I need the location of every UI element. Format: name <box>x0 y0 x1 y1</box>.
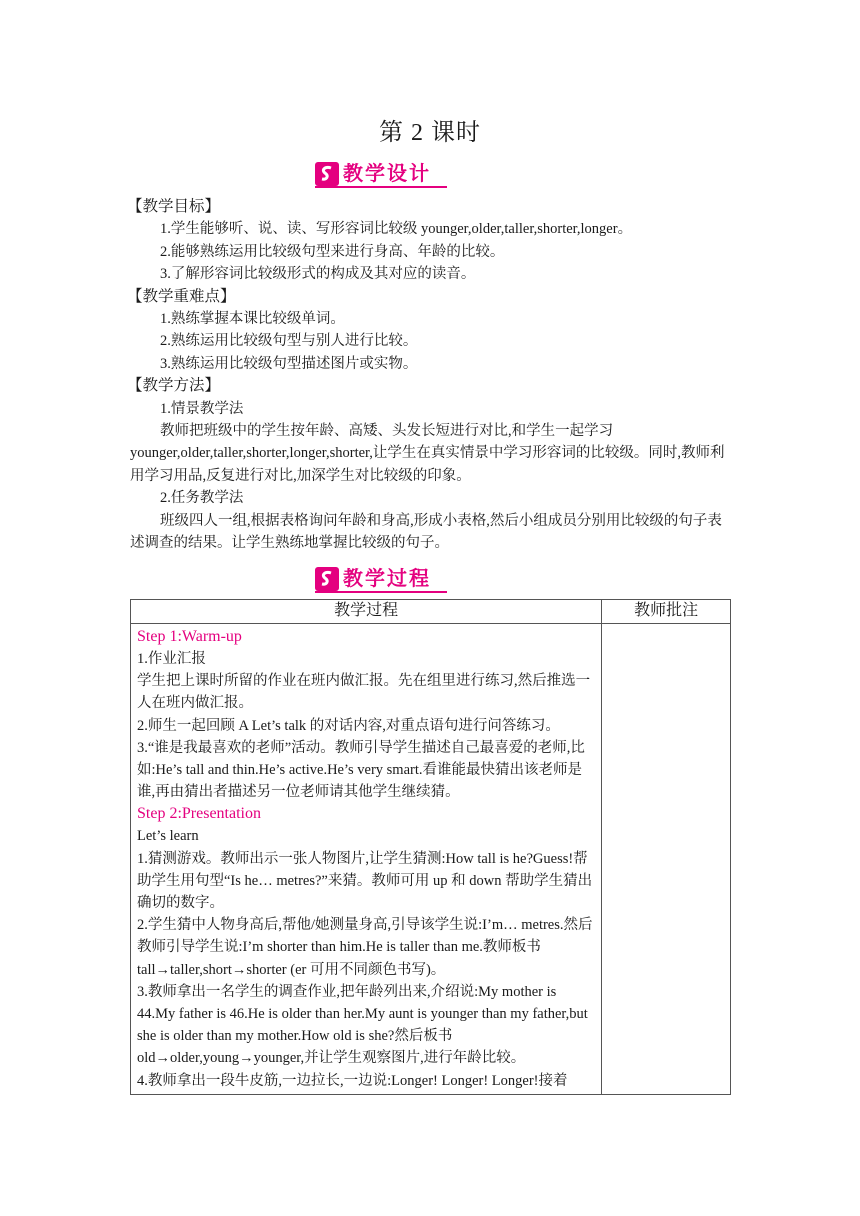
table-header-row <box>131 600 731 624</box>
banner-underline <box>315 591 447 593</box>
objective-item: 3.了解形容词比较级形式的构成及其对应的读音。 <box>160 266 476 283</box>
key-point-item: 1.熟练掌握本课比较级单词。 <box>160 311 345 328</box>
process-line: 学生把上课时所留的作业在班内做汇报。先在组里进行练习,然后推选一人在班内做汇报。 <box>137 673 591 712</box>
banner-underline <box>315 186 447 188</box>
process-line: 2.师生一起回顾 A Let’s talk 的对话内容,对重点语句进行问答练习。 <box>137 717 560 734</box>
method-title: 2.任务教学法 <box>160 490 244 507</box>
process-line: 1.作业汇报 <box>137 651 206 667</box>
banner-label: 教学设计 <box>343 161 431 185</box>
column-header-notes: 教师批注 <box>602 600 731 624</box>
section-banner-process <box>315 565 447 593</box>
objective-item: 1.学生能够听、说、读、写形容词比较级 younger,older,taller,shorter,longer。 <box>160 221 633 238</box>
page-title: 第 2 课时 <box>379 120 481 146</box>
objectives-section <box>127 196 730 555</box>
process-line: 3.教师拿出一名学生的调查作业,把年龄列出来,介绍说:My mother is 44.My father is 46.He is older than her.My aunt is younger than my father,but she is older than my mother.How old is she?然后板书old→older,young→younger,并让学生观察图片,进行年龄比较。 <box>137 983 588 1067</box>
objectives-heading: 【教学目标】 <box>127 198 221 215</box>
section-logo-icon <box>315 162 339 186</box>
objective-item: 2.能够熟练运用比较级句型来进行身高、年龄的比较。 <box>160 243 505 260</box>
method-title: 1.情景教学法 <box>160 400 244 417</box>
process-line: 1.猜测游戏。教师出示一张人物图片,让学生猜测:How tall is he?Guess!帮助学生用句型“Is he… metres?”来猜。教师可用 up 和 down 帮助学生猜出确切的数字。 <box>137 850 593 912</box>
process-line: 4.教师拿出一段牛皮筋,一边拉长,一边说:Longer! Longer! Longer!接着 <box>137 1072 568 1089</box>
step-heading: Step 2:Presentation <box>137 805 261 823</box>
process-line: 3.“谁是我最喜欢的老师”活动。教师引导学生描述自己最喜爱的老师,比如:He’s tall and thin.He’s active.He’s very smart.看谁能最快猜出该老师是谁,再由猜出者描述另一位老师请其他学生继续猜。 <box>137 739 585 801</box>
teaching-process-table <box>130 599 731 1095</box>
process-cell <box>131 624 602 1095</box>
step-heading: Step 1:Warm-up <box>137 628 242 645</box>
banner-label: 教学过程 <box>343 566 431 590</box>
method-text: 班级四人一组,根据表格询问年龄和身高,形成小表格,然后小组成员分别用比较级的句子表述调查的结果。让学生熟练地掌握比较级的句子。 <box>130 512 722 552</box>
key-point-item: 3.熟练运用比较级句型描述图片或实物。 <box>160 355 418 372</box>
methods-heading: 【教学方法】 <box>127 377 221 395</box>
process-line: 2.学生猜中人物身高后,帮他/她测量身高,引导该学生说:I’m… metres.然后教师引导学生说:I’m shorter than him.He is taller than me.教师板书 tall→taller,short→shorter (er 可用不同颜色书写)。 <box>137 917 593 978</box>
key-point-item: 2.熟练运用比较级句型与别人进行比较。 <box>160 333 418 350</box>
table-row <box>131 624 731 1095</box>
method-text: 教师把班级中的学生按年龄、高矮、头发长短进行对比,和学生一起学习younger,older,taller,shorter,longer,shorter,让学生在真实情景中学习形容词的比较级。同时,教师利用学习用品,反复进行对比,加深学生对比较级的印象。 <box>130 423 725 484</box>
key-points-heading: 【教学重难点】 <box>127 287 236 305</box>
process-line: Let’s learn <box>137 828 199 845</box>
teacher-notes-cell <box>602 624 731 1095</box>
section-logo-icon <box>315 567 339 591</box>
section-banner-design <box>315 160 447 188</box>
column-header-process: 教学过程 <box>131 600 602 624</box>
